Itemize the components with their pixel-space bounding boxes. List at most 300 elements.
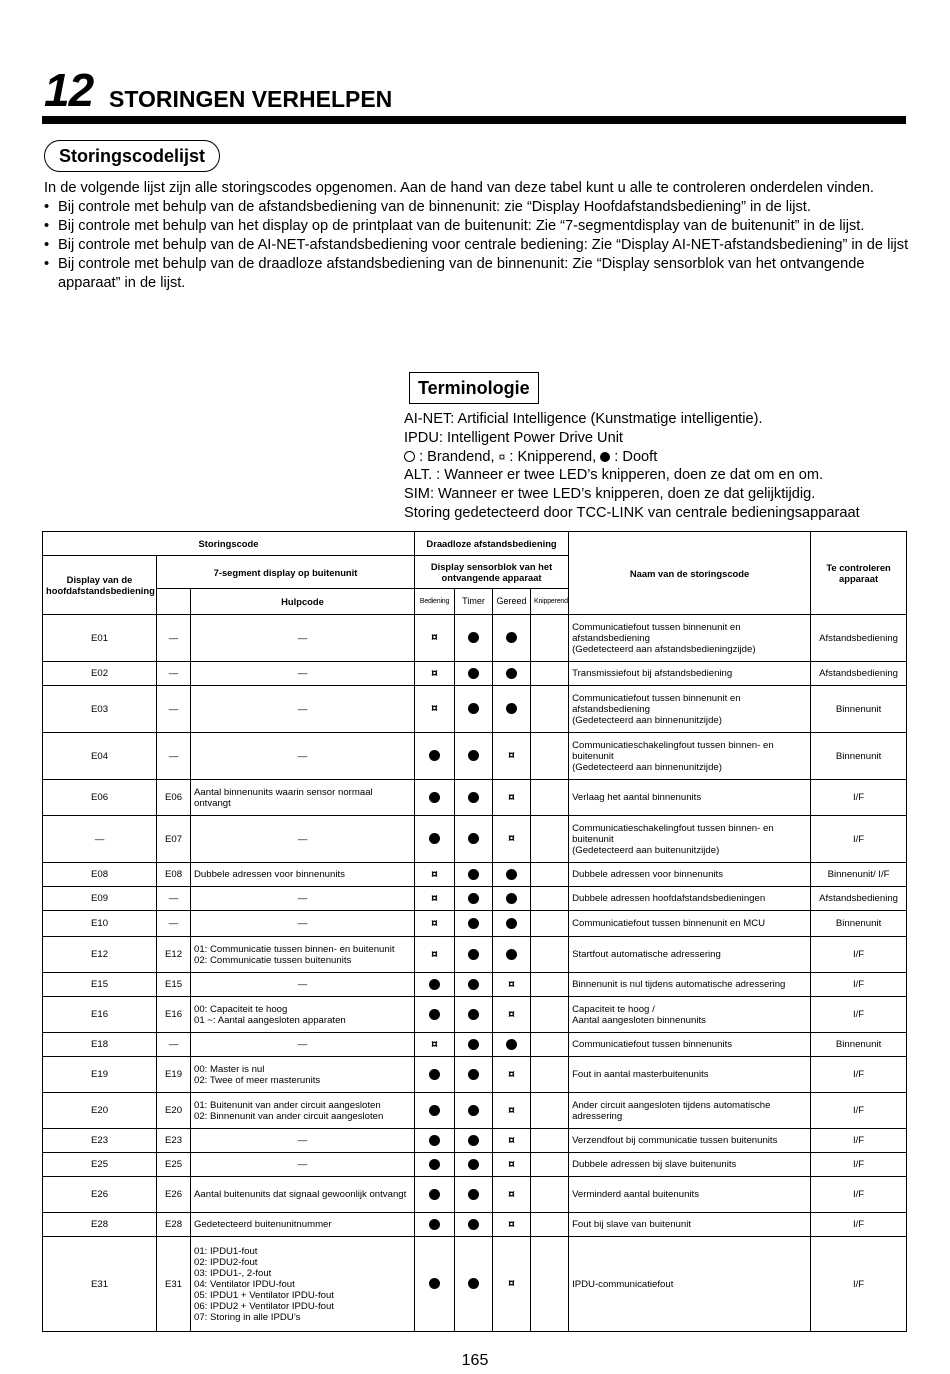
- display-code-cell: E06: [43, 780, 157, 816]
- hulpcode-cell: —: [191, 686, 415, 733]
- term-alt: ALT. : Wanneer er twee LED’s knipperen, doen ze dat om en om.: [404, 467, 824, 484]
- check-device-cell: I/F: [811, 937, 907, 973]
- timer-led-cell: [455, 733, 493, 780]
- bediening-led-cell: [415, 997, 455, 1033]
- display-code-cell: E12: [43, 937, 157, 973]
- bediening-led-cell: [415, 863, 455, 887]
- led-off-icon: [429, 1219, 440, 1230]
- timer-led-cell: [455, 1213, 493, 1237]
- display-code-cell: E31: [43, 1237, 157, 1332]
- table-row: [43, 780, 907, 816]
- display-code-cell: E19: [43, 1057, 157, 1093]
- gereed-led-cell: [493, 1057, 531, 1093]
- led-off-icon: [468, 1009, 479, 1020]
- timer-led-cell: [455, 780, 493, 816]
- display-code-cell: E28: [43, 1213, 157, 1237]
- segment-code-cell: —: [157, 1033, 191, 1057]
- header-gereed: Gereed: [493, 589, 531, 615]
- gereed-led-cell: [493, 973, 531, 997]
- led-off-icon: [506, 893, 517, 904]
- timer-led-cell: [455, 1033, 493, 1057]
- bediening-led-cell: [415, 733, 455, 780]
- table-row: [43, 1129, 907, 1153]
- knipperend-led-cell: [531, 733, 569, 780]
- knipperend-led-cell: [531, 937, 569, 973]
- timer-led-cell: [455, 863, 493, 887]
- legend-off-label: : Dooft: [614, 448, 658, 465]
- term-ainet: AI-NET: Artificial Intelligence (Kunstmatige intelligentie).: [404, 411, 763, 427]
- error-name-cell: Communicatiefout tussen binnenunits: [569, 1033, 811, 1057]
- header-seven-segment: 7-segment display op buitenunit: [157, 556, 415, 589]
- gereed-led-cell: [493, 937, 531, 973]
- led-off-symbol-icon: [600, 452, 610, 462]
- segment-code-cell: —: [157, 887, 191, 911]
- led-blink-icon: ¤: [431, 1036, 438, 1051]
- error-name-cell: Dubbele adressen voor binnenunits: [569, 863, 811, 887]
- segment-code-cell: —: [157, 662, 191, 686]
- knipperend-led-cell: [531, 863, 569, 887]
- error-name-cell: Transmissiefout bij afstandsbediening: [569, 662, 811, 686]
- bediening-led-cell: [415, 662, 455, 686]
- table-row: [43, 973, 907, 997]
- bediening-led-cell: [415, 816, 455, 863]
- table-row: [43, 662, 907, 686]
- bediening-led-cell: [415, 911, 455, 937]
- table-row: [43, 997, 907, 1033]
- led-on-symbol-icon: [404, 451, 415, 462]
- gereed-led-cell: [493, 816, 531, 863]
- led-off-icon: [468, 1105, 479, 1116]
- check-device-cell: I/F: [811, 1177, 907, 1213]
- table-row: [43, 887, 907, 911]
- intro-bullet: • Bij controle met behulp van de draadloze afstandsbediening van de binnenunit: Zie “Display sensorblok van het ontvangende apparaat” in de lijst.: [44, 255, 910, 293]
- table-row: [43, 1153, 907, 1177]
- gereed-led-cell: [493, 1093, 531, 1129]
- check-device-cell: I/F: [811, 1153, 907, 1177]
- led-off-icon: [468, 1135, 479, 1146]
- header-sensorblok: Display sensorblok van het ontvangende apparaat: [415, 556, 569, 589]
- error-name-cell: Verlaag het aantal binnenunits: [569, 780, 811, 816]
- led-off-icon: [429, 979, 440, 990]
- led-off-icon: [429, 792, 440, 803]
- led-blink-icon: ¤: [508, 748, 515, 762]
- hulpcode-cell: Dubbele adressen voor binnenunits: [191, 863, 415, 887]
- check-device-cell: Afstandsbediening: [811, 887, 907, 911]
- bediening-led-cell: [415, 1033, 455, 1057]
- led-off-icon: [468, 1278, 479, 1289]
- hulpcode-cell: Aantal buitenunits dat signaal gewoonlijk ontvangt: [191, 1177, 415, 1213]
- led-off-icon: [506, 869, 517, 880]
- segment-code-cell: —: [157, 911, 191, 937]
- knipperend-led-cell: [531, 1033, 569, 1057]
- gereed-led-cell: [493, 1033, 531, 1057]
- display-code-cell: E25: [43, 1153, 157, 1177]
- table-row: [43, 911, 907, 937]
- segment-code-cell: E16: [157, 997, 191, 1033]
- led-off-icon: [429, 833, 440, 844]
- led-blink-icon: ¤: [431, 915, 438, 930]
- table-row: [43, 937, 907, 973]
- intro-block: [44, 179, 910, 293]
- led-off-icon: [506, 1039, 517, 1050]
- header-bediening: Bediening: [415, 589, 455, 615]
- bediening-led-cell: [415, 1129, 455, 1153]
- led-blink-icon: ¤: [431, 701, 438, 715]
- error-name-cell: Dubbele adressen bij slave buitenunits: [569, 1153, 811, 1177]
- error-name-cell: Capaciteit te hoog / Aantal aangesloten binnenunits: [569, 997, 811, 1033]
- display-code-cell: E26: [43, 1177, 157, 1213]
- hulpcode-cell: —: [191, 1033, 415, 1057]
- led-off-icon: [429, 1135, 440, 1146]
- hulpcode-cell: Gedetecteerd buitenunitnummer: [191, 1213, 415, 1237]
- check-device-cell: Afstandsbediening: [811, 615, 907, 662]
- header-rule: [42, 116, 906, 124]
- bediening-led-cell: [415, 973, 455, 997]
- header-storingscode: Storingscode: [43, 532, 415, 556]
- timer-led-cell: [455, 1237, 493, 1332]
- timer-led-cell: [455, 1177, 493, 1213]
- table-row: [43, 615, 907, 662]
- gereed-led-cell: [493, 1177, 531, 1213]
- table-row: [43, 1237, 907, 1332]
- led-blink-icon: ¤: [431, 890, 438, 905]
- check-device-cell: I/F: [811, 1213, 907, 1237]
- timer-led-cell: [455, 816, 493, 863]
- led-off-icon: [429, 1009, 440, 1020]
- led-blink-icon: ¤: [431, 866, 438, 881]
- led-blink-icon: ¤: [508, 1216, 515, 1231]
- led-blink-icon: ¤: [508, 1102, 515, 1117]
- led-off-icon: [468, 833, 479, 844]
- hulpcode-cell: —: [191, 911, 415, 937]
- check-device-cell: Binnenunit: [811, 1033, 907, 1057]
- gereed-led-cell: [493, 1129, 531, 1153]
- timer-led-cell: [455, 997, 493, 1033]
- knipperend-led-cell: [531, 1093, 569, 1129]
- hulpcode-cell: —: [191, 816, 415, 863]
- knipperend-led-cell: [531, 662, 569, 686]
- led-blink-icon: ¤: [508, 976, 515, 991]
- hulpcode-cell: 01: IPDU1-fout 02: IPDU2-fout 03: IPDU1-, 2-fout 04: Ventilator IPDU-fout 05: IPDU1 + Ventilator IPDU-fout 06: IPDU2 + Ventilator IPDU-fout 07: Storing in alle IPDU’s: [191, 1237, 415, 1332]
- check-device-cell: I/F: [811, 1057, 907, 1093]
- knipperend-led-cell: [531, 1177, 569, 1213]
- led-off-icon: [468, 1189, 479, 1200]
- hulpcode-cell: —: [191, 1129, 415, 1153]
- display-code-cell: E20: [43, 1093, 157, 1129]
- error-name-cell: Communicatiefout tussen binnenunit en afstandsbediening (Gedetecteerd aan afstandsbedieningzijde): [569, 615, 811, 662]
- check-device-cell: I/F: [811, 973, 907, 997]
- gereed-led-cell: [493, 733, 531, 780]
- timer-led-cell: [455, 1153, 493, 1177]
- term-tcc: Storing gedetecteerd door TCC-LINK van centrale bedieningsapparaat: [404, 504, 860, 521]
- check-device-cell: I/F: [811, 997, 907, 1033]
- check-device-cell: I/F: [811, 1237, 907, 1332]
- bediening-led-cell: [415, 615, 455, 662]
- led-off-icon: [468, 668, 479, 679]
- led-blink-icon: ¤: [508, 1186, 515, 1201]
- error-name-cell: Dubbele adressen hoofdafstandsbedieningen: [569, 887, 811, 911]
- display-code-cell: E10: [43, 911, 157, 937]
- timer-led-cell: [455, 615, 493, 662]
- led-blink-icon: ¤: [508, 1006, 515, 1021]
- led-off-icon: [468, 949, 479, 960]
- led-off-icon: [429, 1105, 440, 1116]
- chapter-number: 12: [44, 64, 94, 116]
- knipperend-led-cell: [531, 1153, 569, 1177]
- led-off-icon: [468, 979, 479, 990]
- table-row: [43, 1213, 907, 1237]
- led-off-icon: [506, 632, 517, 643]
- gereed-led-cell: [493, 911, 531, 937]
- bediening-led-cell: [415, 780, 455, 816]
- segment-code-cell: E26: [157, 1177, 191, 1213]
- error-name-cell: Ander circuit aangesloten tijdens automatische adressering: [569, 1093, 811, 1129]
- check-device-cell: Binnenunit: [811, 686, 907, 733]
- error-name-cell: Communicatiefout tussen binnenunit en afstandsbediening (Gedetecteerd aan binnenunitzijde): [569, 686, 811, 733]
- led-off-icon: [468, 869, 479, 880]
- error-name-cell: Communicatieschakelingfout tussen binnen- en buitenunit (Gedetecteerd aan binnenunitzijde): [569, 733, 811, 780]
- header-draadloze: Draadloze afstandsbediening: [415, 532, 569, 556]
- bediening-led-cell: [415, 686, 455, 733]
- error-name-cell: Binnenunit is nul tijdens automatische adressering: [569, 973, 811, 997]
- bediening-led-cell: [415, 1153, 455, 1177]
- error-name-cell: Fout bij slave van buitenunit: [569, 1213, 811, 1237]
- terminology-list: [404, 410, 860, 523]
- gereed-led-cell: [493, 780, 531, 816]
- check-device-cell: I/F: [811, 1093, 907, 1129]
- term-ipdu: IPDU: Intelligent Power Drive Unit: [404, 429, 623, 446]
- chapter-title: STORINGEN VERHELPEN: [109, 86, 393, 112]
- bediening-led-cell: [415, 1237, 455, 1332]
- terminology-title: Terminologie: [409, 372, 539, 404]
- hulpcode-cell: —: [191, 887, 415, 911]
- gereed-led-cell: [493, 615, 531, 662]
- knipperend-led-cell: [531, 1129, 569, 1153]
- error-code-table: [42, 531, 907, 1332]
- timer-led-cell: [455, 887, 493, 911]
- hulpcode-cell: 00: Capaciteit te hoog 01 ~: Aantal aangesloten apparaten: [191, 997, 415, 1033]
- gereed-led-cell: [493, 887, 531, 911]
- display-code-cell: E08: [43, 863, 157, 887]
- intro-bullet: • Bij controle met behulp van de AI-NET-afstandsbediening voor centrale bediening: Zie “Display AI-NET-afstandsbediening” in de lijst: [44, 236, 910, 255]
- hulpcode-cell: —: [191, 973, 415, 997]
- segment-code-cell: —: [157, 686, 191, 733]
- legend-on-label: : Brandend,: [419, 448, 495, 465]
- segment-code-cell: E19: [157, 1057, 191, 1093]
- bediening-led-cell: [415, 1057, 455, 1093]
- segment-code-cell: E12: [157, 937, 191, 973]
- table-row: [43, 686, 907, 733]
- display-code-cell: E16: [43, 997, 157, 1033]
- header-te-controleren: Te controleren apparaat: [811, 532, 907, 615]
- table-row: [43, 863, 907, 887]
- led-blink-icon: ¤: [508, 1066, 515, 1081]
- hulpcode-cell: —: [191, 662, 415, 686]
- led-off-icon: [468, 632, 479, 643]
- hulpcode-cell: Aantal binnenunits waarin sensor normaal ontvangt: [191, 780, 415, 816]
- segment-code-cell: E23: [157, 1129, 191, 1153]
- display-code-cell: E23: [43, 1129, 157, 1153]
- segment-code-cell: E06: [157, 780, 191, 816]
- led-off-icon: [429, 1189, 440, 1200]
- display-code-cell: E15: [43, 973, 157, 997]
- led-blink-icon: ¤: [431, 630, 438, 644]
- legend-blink-label: : Knipperend,: [509, 448, 597, 465]
- led-blink-icon: ¤: [431, 946, 438, 961]
- led-off-icon: [468, 750, 479, 761]
- hulpcode-cell: 00: Master is nul 02: Twee of meer masterunits: [191, 1057, 415, 1093]
- timer-led-cell: [455, 1093, 493, 1129]
- timer-led-cell: [455, 1057, 493, 1093]
- check-device-cell: Afstandsbediening: [811, 662, 907, 686]
- display-code-cell: E02: [43, 662, 157, 686]
- segment-code-cell: E07: [157, 816, 191, 863]
- led-off-icon: [506, 703, 517, 714]
- knipperend-led-cell: [531, 997, 569, 1033]
- led-off-icon: [468, 893, 479, 904]
- gereed-led-cell: [493, 1213, 531, 1237]
- knipperend-led-cell: [531, 911, 569, 937]
- table-row: [43, 1177, 907, 1213]
- display-code-cell: E01: [43, 615, 157, 662]
- bediening-led-cell: [415, 1093, 455, 1129]
- gereed-led-cell: [493, 686, 531, 733]
- led-off-icon: [429, 1278, 440, 1289]
- header-knipperend: Knipperend: [531, 589, 569, 615]
- knipperend-led-cell: [531, 816, 569, 863]
- display-code-cell: E03: [43, 686, 157, 733]
- intro-text: In de volgende lijst zijn alle storingscodes opgenomen. Aan de hand van deze tabel kunt u alle te controleren onderdelen vinden.: [44, 180, 874, 196]
- led-blink-icon: ¤: [508, 1276, 515, 1290]
- led-blink-icon: ¤: [431, 665, 438, 680]
- bediening-led-cell: [415, 1213, 455, 1237]
- error-name-cell: IPDU-communicatiefout: [569, 1237, 811, 1332]
- led-off-icon: [429, 1069, 440, 1080]
- gereed-led-cell: [493, 997, 531, 1033]
- led-off-icon: [429, 750, 440, 761]
- segment-code-cell: E31: [157, 1237, 191, 1332]
- hulpcode-cell: —: [191, 615, 415, 662]
- intro-bullet: • Bij controle met behulp van het display op de printplaat van de buitenunit: Zie “7-segmentdisplay van de buitenunit” in de lijst.: [44, 217, 910, 236]
- header-timer: Timer: [455, 589, 493, 615]
- display-code-cell: E09: [43, 887, 157, 911]
- intro-bullets: [44, 198, 910, 293]
- knipperend-led-cell: [531, 686, 569, 733]
- led-off-icon: [468, 703, 479, 714]
- timer-led-cell: [455, 662, 493, 686]
- gereed-led-cell: [493, 1237, 531, 1332]
- check-device-cell: Binnenunit: [811, 911, 907, 937]
- check-device-cell: I/F: [811, 1129, 907, 1153]
- knipperend-led-cell: [531, 1237, 569, 1332]
- knipperend-led-cell: [531, 973, 569, 997]
- led-off-icon: [506, 918, 517, 929]
- check-device-cell: I/F: [811, 816, 907, 863]
- display-code-cell: —: [43, 816, 157, 863]
- error-name-cell: Communicatiefout tussen binnenunit en MCU: [569, 911, 811, 937]
- segment-code-cell: E08: [157, 863, 191, 887]
- table-row: [43, 1033, 907, 1057]
- segment-code-cell: —: [157, 615, 191, 662]
- check-device-cell: I/F: [811, 780, 907, 816]
- table-row: [43, 733, 907, 780]
- segment-code-cell: E15: [157, 973, 191, 997]
- timer-led-cell: [455, 937, 493, 973]
- led-off-icon: [468, 1219, 479, 1230]
- bediening-led-cell: [415, 1177, 455, 1213]
- led-off-icon: [468, 918, 479, 929]
- section-title: Storingscodelijst: [44, 140, 220, 172]
- error-name-cell: Communicatieschakelingfout tussen binnen- en buitenunit (Gedetecteerd aan buitenunitzijde): [569, 816, 811, 863]
- check-device-cell: Binnenunit: [811, 733, 907, 780]
- hulpcode-cell: —: [191, 733, 415, 780]
- timer-led-cell: [455, 686, 493, 733]
- error-name-cell: Verminderd aantal buitenunits: [569, 1177, 811, 1213]
- hulpcode-cell: 01: Communicatie tussen binnen- en buitenunit 02: Communicatie tussen buitenunits: [191, 937, 415, 973]
- timer-led-cell: [455, 1129, 493, 1153]
- hulpcode-cell: —: [191, 1153, 415, 1177]
- hulpcode-cell: 01: Buitenunit van ander circuit aangesloten 02: Binnenunit van ander circuit aangesloten: [191, 1093, 415, 1129]
- led-blink-icon: ¤: [508, 1156, 515, 1171]
- led-off-icon: [506, 949, 517, 960]
- table-row: [43, 1057, 907, 1093]
- error-name-cell: Fout in aantal masterbuitenunits: [569, 1057, 811, 1093]
- header-blank: [157, 589, 191, 615]
- header-display-hoofd: Display van de hoofdafstandsbediening: [43, 556, 157, 615]
- header-hulpcode: Hulpcode: [191, 589, 415, 615]
- led-blink-symbol-icon: ¤: [498, 449, 506, 464]
- bediening-led-cell: [415, 937, 455, 973]
- led-off-icon: [468, 1159, 479, 1170]
- led-blink-icon: ¤: [508, 831, 515, 845]
- table-row: [43, 816, 907, 863]
- check-device-cell: Binnenunit/ I/F: [811, 863, 907, 887]
- knipperend-led-cell: [531, 780, 569, 816]
- term-sim: SIM: Wanneer er twee LED’s knipperen, doen ze dat gelijktijdig.: [404, 486, 816, 503]
- led-off-icon: [429, 1159, 440, 1170]
- segment-code-cell: E28: [157, 1213, 191, 1237]
- bediening-led-cell: [415, 887, 455, 911]
- knipperend-led-cell: [531, 615, 569, 662]
- gereed-led-cell: [493, 662, 531, 686]
- gereed-led-cell: [493, 1153, 531, 1177]
- error-name-cell: Startfout automatische adressering: [569, 937, 811, 973]
- gereed-led-cell: [493, 863, 531, 887]
- table-body: [43, 615, 907, 1332]
- led-off-icon: [506, 668, 517, 679]
- led-off-icon: [468, 1039, 479, 1050]
- timer-led-cell: [455, 973, 493, 997]
- knipperend-led-cell: [531, 887, 569, 911]
- display-code-cell: E18: [43, 1033, 157, 1057]
- term-legend: [404, 448, 860, 467]
- table-row: [43, 1093, 907, 1129]
- led-off-icon: [468, 792, 479, 803]
- display-code-cell: E04: [43, 733, 157, 780]
- knipperend-led-cell: [531, 1213, 569, 1237]
- segment-code-cell: E20: [157, 1093, 191, 1129]
- intro-bullet: • Bij controle met behulp van de afstandsbediening van de binnenunit: zie “Display Hoofdafstandsbediening” in de lijst.: [44, 198, 910, 217]
- led-blink-icon: ¤: [508, 1132, 515, 1147]
- segment-code-cell: E25: [157, 1153, 191, 1177]
- segment-code-cell: —: [157, 733, 191, 780]
- timer-led-cell: [455, 911, 493, 937]
- error-name-cell: Verzendfout bij communicatie tussen buitenunits: [569, 1129, 811, 1153]
- led-off-icon: [468, 1069, 479, 1080]
- knipperend-led-cell: [531, 1057, 569, 1093]
- led-blink-icon: ¤: [508, 789, 515, 804]
- header-naam: Naam van de storingscode: [569, 532, 811, 615]
